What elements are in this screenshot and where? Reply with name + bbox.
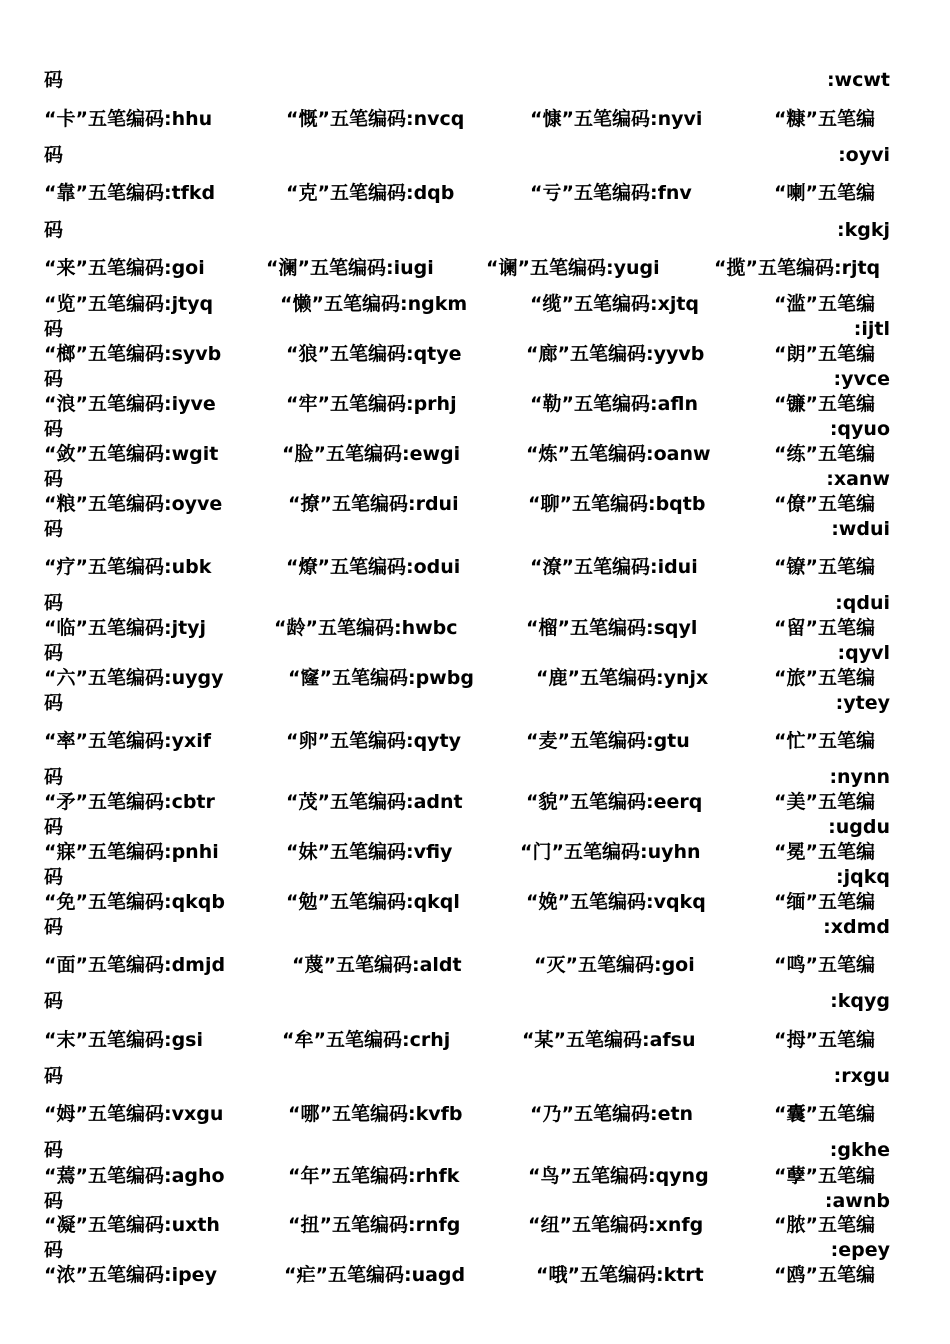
continuation-right-code: :jqkq <box>836 866 890 888</box>
entry-cell: “浪”五笔编码:iyve <box>44 393 216 415</box>
entry-cell: “临”五笔编码:jtyj <box>44 617 207 639</box>
continuation-right-code: :ugdu <box>828 816 890 838</box>
continuation-left-text: 码 <box>44 990 64 1012</box>
entry-cell: “缅”五笔编 <box>774 891 875 913</box>
entry-cell: “末”五笔编码:gsi <box>44 1029 203 1051</box>
continuation-line <box>44 143 890 167</box>
entry-cell: “榴”五笔编码:sqyl <box>526 617 698 639</box>
entry-row <box>44 107 890 131</box>
continuation-line <box>44 218 890 242</box>
entry-cell: “镣”五笔编 <box>774 556 875 578</box>
entry-cell: “卵”五笔编码:qyty <box>286 730 462 752</box>
entry-row <box>44 342 890 366</box>
entry-row <box>44 953 890 977</box>
entry-row <box>44 1263 890 1287</box>
continuation-right-code: :ytey <box>835 692 890 714</box>
entry-cell: “廊”五笔编码:yyvb <box>526 343 705 365</box>
continuation-line <box>44 989 890 1013</box>
continuation-right-code: :kgkj <box>837 219 890 241</box>
continuation-right-code: :wdui <box>831 518 890 540</box>
entry-cell: “牟”五笔编码:crhj <box>282 1029 451 1051</box>
continuation-line <box>44 367 890 391</box>
entry-cell: “率”五笔编码:yxif <box>44 730 211 752</box>
entry-cell: “鸣”五笔编 <box>774 954 875 976</box>
entry-cell: “炼”五笔编码:oanw <box>526 443 711 465</box>
continuation-left-text: 码 <box>44 368 64 390</box>
entry-cell: “孽”五笔编 <box>774 1165 875 1187</box>
entry-row <box>44 616 890 640</box>
entry-cell: “疟”五笔编码:uagd <box>284 1264 466 1286</box>
entry-cell: “窿”五笔编码:pwbg <box>288 667 474 689</box>
entry-cell: “来”五笔编码:goi <box>44 257 205 279</box>
entry-cell: “麦”五笔编码:gtu <box>526 730 690 752</box>
entry-cell: “潦”五笔编码:idui <box>530 556 698 578</box>
entry-cell: “门”五笔编码:uyhn <box>520 841 701 863</box>
entry-cell: “某”五笔编码:afsu <box>522 1029 696 1051</box>
continuation-line <box>44 467 890 491</box>
entry-cell: “灭”五笔编码:goi <box>534 954 695 976</box>
continuation-right-code: :ijtl <box>853 318 890 340</box>
continuation-right-code: :gkhe <box>829 1139 890 1161</box>
continuation-line <box>44 865 890 889</box>
entry-row <box>44 666 890 690</box>
continuation-right-code: :xdmd <box>823 916 890 938</box>
entry-cell: “谰”五笔编码:yugi <box>486 257 660 279</box>
entry-cell: “娩”五笔编码:vqkq <box>526 891 706 913</box>
continuation-right-code: :yvce <box>833 368 890 390</box>
continuation-right-code: :qyvl <box>837 642 890 664</box>
entry-cell: “鹿”五笔编码:ynjx <box>536 667 709 689</box>
entry-cell: “貌”五笔编码:eerq <box>526 791 703 813</box>
entry-cell: “懒”五笔编码:ngkm <box>280 293 468 315</box>
entry-cell: “寐”五笔编码:pnhi <box>44 841 219 863</box>
entry-row <box>44 1102 890 1126</box>
continuation-left-text: 码 <box>44 642 64 664</box>
continuation-line <box>44 1064 890 1088</box>
continuation-left-text: 码 <box>44 1139 64 1161</box>
continuation-line <box>44 68 890 92</box>
entry-cell: “鸟”五笔编码:qyng <box>528 1165 709 1187</box>
continuation-right-code: :xanw <box>826 468 890 490</box>
continuation-left-text: 码 <box>44 692 64 714</box>
entry-cell: “龄”五笔编码:hwbc <box>274 617 458 639</box>
entry-row <box>44 256 890 280</box>
continuation-line <box>44 915 890 939</box>
entry-cell: “脓”五笔编 <box>774 1214 875 1236</box>
entry-cell: “朗”五笔编 <box>774 343 875 365</box>
entry-cell: “蔑”五笔编码:aldt <box>292 954 462 976</box>
entry-cell: “扭”五笔编码:rnfg <box>288 1214 461 1236</box>
entry-cell: “疗”五笔编码:ubk <box>44 556 212 578</box>
entry-cell: “聊”五笔编码:bqtb <box>528 493 706 515</box>
entry-cell: “镰”五笔编 <box>774 393 875 415</box>
entry-cell: “卡”五笔编码:hhu <box>44 108 213 130</box>
entry-cell: “美”五笔编 <box>774 791 875 813</box>
entry-cell: “练”五笔编 <box>774 443 875 465</box>
continuation-left-text: 码 <box>44 766 64 788</box>
entry-row <box>44 1028 890 1052</box>
continuation-line <box>44 1238 890 1262</box>
entry-row <box>44 392 890 416</box>
entry-cell: “乃”五笔编码:etn <box>530 1103 694 1125</box>
entry-row <box>44 292 890 316</box>
entry-cell: “纽”五笔编码:xnfg <box>528 1214 704 1236</box>
continuation-left-text: 码 <box>44 144 64 166</box>
continuation-line <box>44 517 890 541</box>
entry-row <box>44 729 890 753</box>
entry-cell: “年”五笔编码:rhfk <box>288 1165 460 1187</box>
entry-cell: “牢”五笔编码:prhj <box>286 393 457 415</box>
entry-cell: “凝”五笔编码:uxth <box>44 1214 220 1236</box>
entry-cell: “狼”五笔编码:qtye <box>286 343 462 365</box>
entry-cell: “面”五笔编码:dmjd <box>44 954 226 976</box>
continuation-left-text: 码 <box>44 866 64 888</box>
continuation-left-text: 码 <box>44 468 64 490</box>
entry-cell: “撩”五笔编码:rdui <box>288 493 459 515</box>
entry-cell: “滥”五笔编 <box>774 293 875 315</box>
entry-row <box>44 840 890 864</box>
continuation-line <box>44 317 890 341</box>
entry-cell: “慨”五笔编码:nvcq <box>286 108 465 130</box>
continuation-left-text: 码 <box>44 1239 64 1261</box>
entry-cell: “榔”五笔编码:syvb <box>44 343 222 365</box>
entry-row <box>44 1213 890 1237</box>
continuation-line <box>44 765 890 789</box>
continuation-left-text: 码 <box>44 916 64 938</box>
continuation-left-text: 码 <box>44 219 64 241</box>
entry-cell: “忙”五笔编 <box>774 730 875 752</box>
entry-cell: “茂”五笔编码:adnt <box>286 791 463 813</box>
entry-cell: “哦”五笔编码:ktrt <box>536 1264 704 1286</box>
entry-cell: “浓”五笔编码:ipey <box>44 1264 217 1286</box>
entry-cell: “缆”五笔编码:xjtq <box>530 293 700 315</box>
entry-cell: “勒”五笔编码:afln <box>530 393 699 415</box>
entry-row <box>44 555 890 579</box>
continuation-line <box>44 641 890 665</box>
entry-row <box>44 442 890 466</box>
continuation-left-text: 码 <box>44 518 64 540</box>
continuation-right-code: :qyuo <box>829 418 890 440</box>
entry-cell: “揽”五笔编码:rjtq <box>714 257 881 279</box>
continuation-line <box>44 691 890 715</box>
entry-row <box>44 790 890 814</box>
entry-row <box>44 1164 890 1188</box>
continuation-right-code: :awnb <box>824 1190 890 1212</box>
entry-cell: “蔫”五笔编码:agho <box>44 1165 225 1187</box>
continuation-right-code: :epey <box>830 1239 890 1261</box>
entry-cell: “慷”五笔编码:nyvi <box>530 108 703 130</box>
continuation-line <box>44 1189 890 1213</box>
entry-cell: “脸”五笔编码:ewgi <box>282 443 461 465</box>
entry-row <box>44 181 890 205</box>
entry-cell: “克”五笔编码:dqb <box>286 182 455 204</box>
continuation-line <box>44 417 890 441</box>
continuation-right-code: :qdui <box>835 592 890 614</box>
continuation-right-code: :oyvi <box>838 144 890 166</box>
entry-cell: “勉”五笔编码:qkql <box>286 891 460 913</box>
entry-cell: “览”五笔编码:jtyq <box>44 293 214 315</box>
entry-cell: “囊”五笔编 <box>774 1103 875 1125</box>
continuation-left-text: 码 <box>44 1065 64 1087</box>
entry-cell: “矛”五笔编码:cbtr <box>44 791 215 813</box>
entry-cell: “冕”五笔编 <box>774 841 875 863</box>
entry-cell: “鸥”五笔编 <box>774 1264 875 1286</box>
continuation-right-code: :nynn <box>829 766 890 788</box>
entry-cell: “粮”五笔编码:oyve <box>44 493 223 515</box>
entry-cell: “僚”五笔编 <box>774 493 875 515</box>
entry-cell: “燎”五笔编码:odui <box>286 556 461 578</box>
continuation-line <box>44 815 890 839</box>
entry-cell: “姆”五笔编码:vxgu <box>44 1103 224 1125</box>
entry-cell: “旅”五笔编 <box>774 667 875 689</box>
entry-cell: “喇”五笔编 <box>774 182 875 204</box>
continuation-left-text: 码 <box>44 1190 64 1212</box>
entry-cell: “靠”五笔编码:tfkd <box>44 182 216 204</box>
entry-cell: “留”五笔编 <box>774 617 875 639</box>
entry-cell: “免”五笔编码:qkqb <box>44 891 226 913</box>
continuation-left-text: 码 <box>44 69 64 91</box>
entry-cell: “糠”五笔编 <box>774 108 875 130</box>
continuation-left-text: 码 <box>44 318 64 340</box>
entry-row <box>44 492 890 516</box>
continuation-right-code: :wcwt <box>826 69 890 91</box>
entry-cell: “拇”五笔编 <box>774 1029 875 1051</box>
continuation-right-code: :rxgu <box>833 1065 890 1087</box>
entry-cell: “六”五笔编码:uygy <box>44 667 224 689</box>
entry-cell: “亏”五笔编码:fnv <box>530 182 692 204</box>
entry-cell: “敛”五笔编码:wgit <box>44 443 219 465</box>
continuation-line <box>44 1138 890 1162</box>
entry-cell: “妹”五笔编码:vfiy <box>286 841 453 863</box>
continuation-line <box>44 591 890 615</box>
entry-cell: “澜”五笔编码:iugi <box>266 257 434 279</box>
entry-row <box>44 890 890 914</box>
continuation-left-text: 码 <box>44 592 64 614</box>
continuation-right-code: :kqyg <box>830 990 890 1012</box>
continuation-left-text: 码 <box>44 816 64 838</box>
entry-cell: “哪”五笔编码:kvfb <box>288 1103 463 1125</box>
continuation-left-text: 码 <box>44 418 64 440</box>
